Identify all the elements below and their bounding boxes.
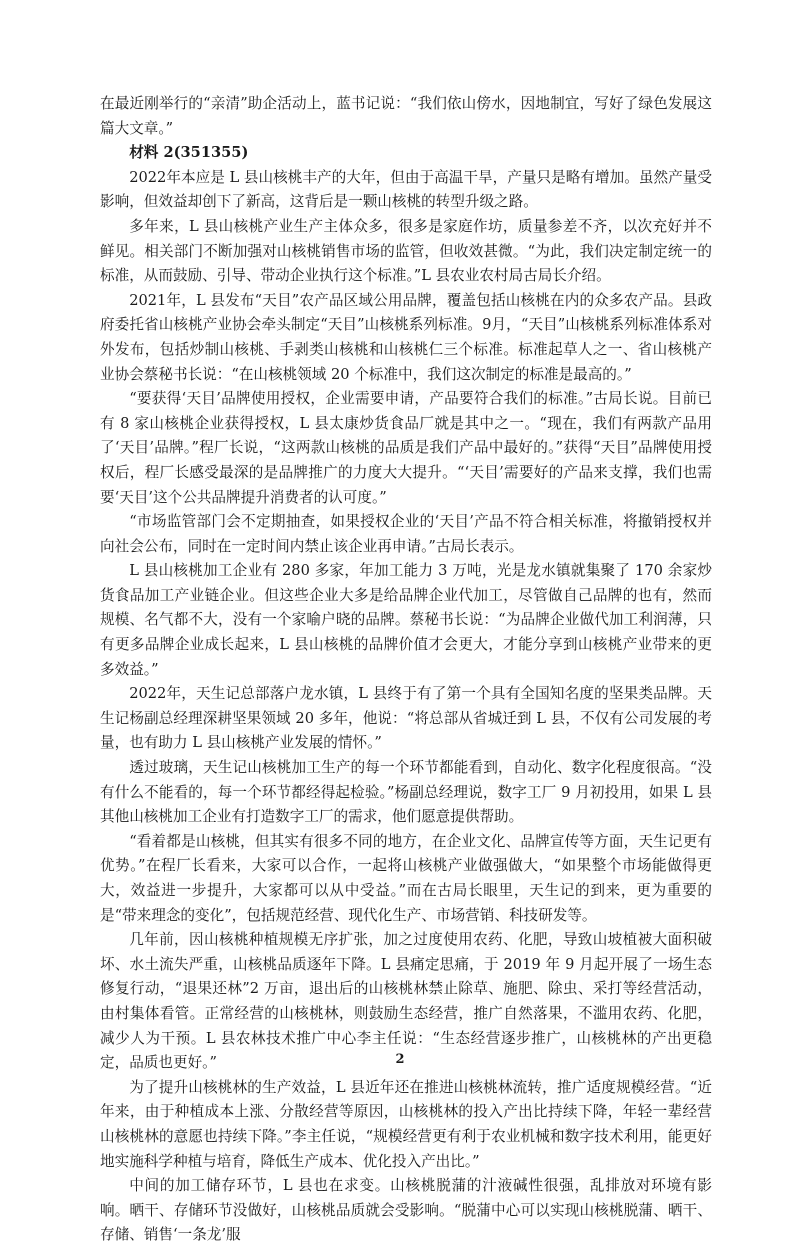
paragraph-11: 为了提升山核桃林的生产效益，L 县近年还在推进山核桃林流转，推广适度规模经营。“近年来，由于种植成本上涨、分散经营等原因，山核桃林的投入产出比持续下降，年轻一辈经营山核桃林的意愿也持续下降。”李主任说，“规模经营更有利于农业机械和数字技术利用，能更好地实施科学种植与培育，降低生产成本、优化投入产出比。” [100, 1078, 712, 1170]
paragraph-10: 几年前，因山核桃种植规模无序扩张，加之过度使用农药、化肥，导致山坡植被大面积破坏、水土流失严重，山核桃品质逐年下降。L 县痛定思痛，于 2019 年 9 月起开展了一场生态修复行动，“退果还林”2 万亩，退出后的山核桃林禁止除草、施肥、除虫、采打等经营活动，由村集体看管。正常经营的山核桃林，则鼓励生态经营，推广自然落果，不滥用农药、化肥，减少人为干预。L 县农林技术推广中心李主任说：“生态经营逐步推广，山核桃林的产出更稳定，品质也更好。” [100, 931, 712, 1072]
paragraph-9: “看着都是山核桃，但其实有很多不同的地方，在企业文化、品牌宣传等方面，天生记更有优势。”在程厂长看来，大家可以合作，一起将山核桃产业做强做大，“如果整个市场能做得更大，效益进一步提升，大家都可以从中受益。”而在古局长眼里，天生记的到来，更为重要的是“带来理念的变化”，包括规范经营、现代化生产、市场营销、科技研发等。 [100, 832, 712, 924]
paragraph-7: 2022年，天生记总部落户龙水镇，L 县终于有了第一个具有全国知名度的坚果类品牌。天生记杨副总经理深耕坚果领域 20 多年，他说：“将总部从省城迁到 L 县，不仅有公司发展的考量，也有助力 L 县山核桃产业发展的情怀。” [100, 685, 712, 752]
paragraph-6: L 县山核桃加工企业有 280 多家，年加工能力 3 万吨，光是龙水镇就集聚了 170 余家炒货食品加工产业链企业。但这些企业大多是给品牌企业代加工，尽管做自己品牌的也有，然而规模、名气都不大，没有一个家喻户晓的品牌。蔡秘书长说：“为品牌企业做代加工利润薄，只有更多品牌企业成长起来，L 县山核桃的品牌价值才会更大，才能分享到山核桃产业带来的更多效益。” [100, 562, 712, 678]
paragraph-2: 多年来，L 县山核桃产业生产主体众多，很多是家庭作坊，质量参差不齐，以次充好并不鲜见。相关部门不断加强对山核桃销售市场的监管，但收效甚微。“为此，我们决定制定统一的标准，从而鼓励、引导、带动企业执行这个标准。”L 县农业农村局古局长介绍。 [100, 217, 712, 285]
paragraph-5: “市场监管部门会不定期抽查，如果授权企业的‘天目’产品不符合相关标准，将撤销授权并向社会公布，同时在一定时间内禁止该企业再申请。”古局长表示。 [100, 513, 712, 555]
material-heading: 材料 2(351355) [129, 144, 249, 162]
paragraph-1: 2022年本应是 L 县山核桃丰产的大年，但由于高温干旱，产量只是略有增加。虽然产量受影响，但效益却创下了新高，这背后是一颗山核桃的转型升级之路。 [100, 168, 712, 211]
paragraph-8: 透过玻璃，天生记山核桃加工生产的每一个环节都能看到，自动化、数字化程度很高。“没有什么不能看的，每一个环节都经得起检验。”杨副总经理说，数字工厂 9 月初投用，如果 L 县其他山核桃加工企业有打造数字工厂的需求，他们愿意提供帮助。 [100, 759, 712, 826]
paragraph-12: 中间的加工储存环节，L 县也在求变。山核桃脱蒲的汁液碱性很强，乱排放对环境有影响。晒干、存储环节没做好，山核桃品质就会受影响。“脱蒲中心可以实现山核桃脱蒲、晒干、存储、销售‘一条龙’服 [100, 1177, 712, 1244]
intro-paragraph: 在最近刚举行的“亲清”助企活动上，蓝书记说：“我们依山傍水，因地制宜，写好了绿色发展这篇大文章。” [100, 95, 712, 137]
paragraph-3: 2021年，L 县发布“天目”农产品区域公用品牌，覆盖包括山核桃在内的众多农产品。县政府委托省山核桃产业协会牵头制定“天目”山核桃系列标准。9月，“天目”山核桃系列标准体系对外发布，包括炒制山核桃、手剥类山核桃和山核桃仁三个标准。标准起草人之一、省山核桃产业协会蔡秘书长说：“在山核桃领域 20 个标准中，我们这次制定的标准是最高的。” [100, 291, 712, 383]
page-number: 2 [395, 1052, 405, 1067]
paragraph-4: “要获得‘天目’品牌使用授权，企业需要申请，产品要符合我们的标准。”古局长说。目前已有 8 家山核桃企业获得授权，L 县太康炒货食品厂就是其中之一。“现在，我们有两款产品用了‘天目’品牌。”程厂长说，“这两款山核桃的品质是我们产品中最好的。”获得“天目”品牌使用授权后，程厂长感受最深的是品牌推广的力度大大提升。“‘天目’需要好的产品来支撑，我们也需要‘天目’这个公共品牌提升消费者的认可度。” [100, 390, 712, 506]
